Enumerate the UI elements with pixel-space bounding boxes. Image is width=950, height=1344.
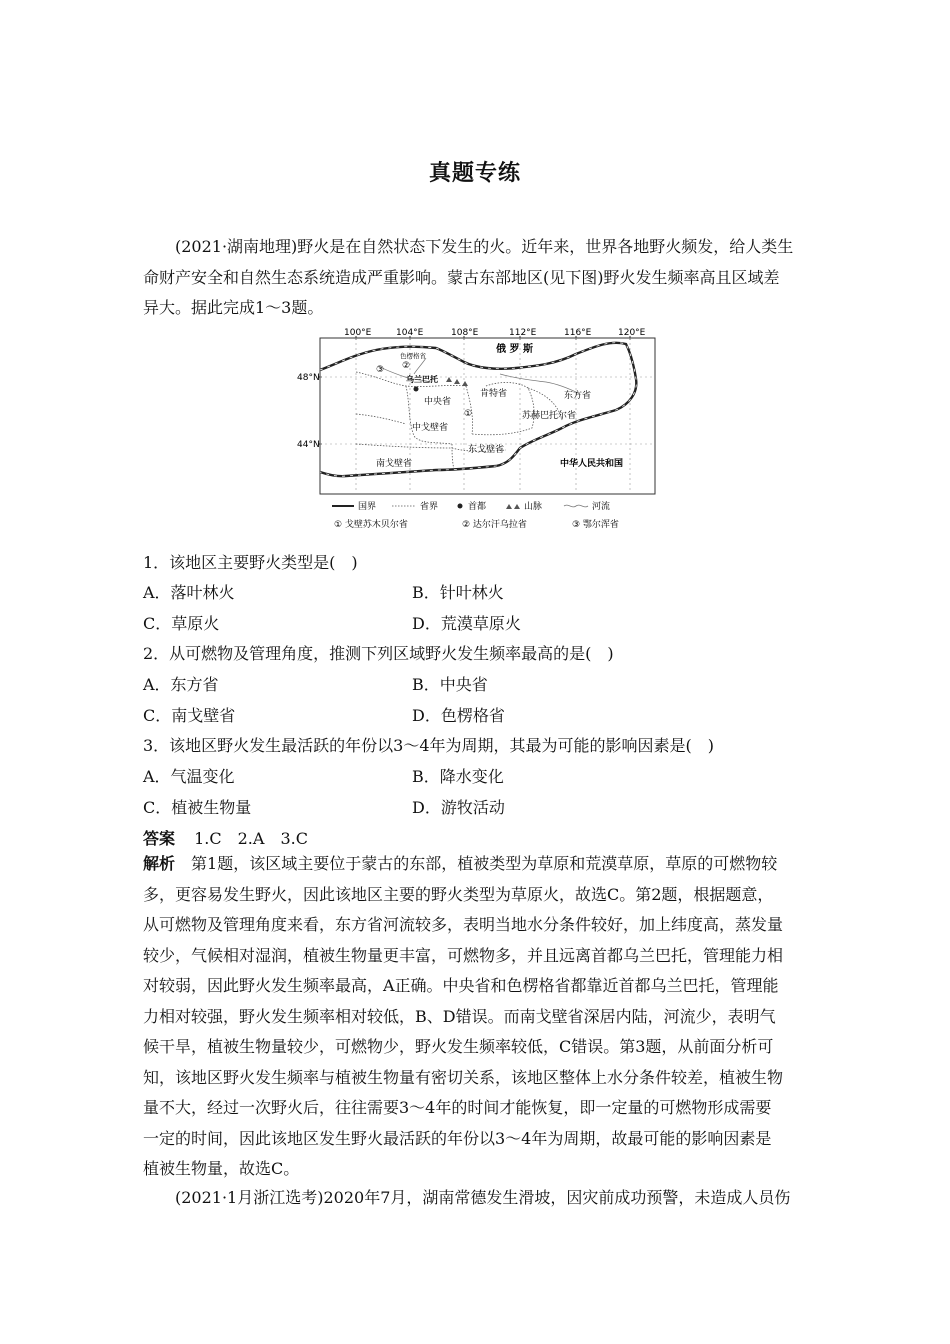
analysis-line: 知，该地区野火发生频率与植被生物量有密切关系，该地区整体上水分条件较差，植被生物 — [143, 1067, 784, 1087]
analysis-paragraph — [143, 849, 811, 1185]
question-2-option-b: B．中央省 — [412, 675, 488, 694]
map-legend — [332, 500, 619, 530]
intro-line: 异大。据此完成1～3题。 — [143, 298, 324, 317]
legend-item: ③ 鄂尔浑省 — [572, 520, 619, 530]
analysis-line: 量不大，经过一次野火后，往往需要3～4年的时间才能恢复，即一定量的可燃物形成需要 — [143, 1098, 772, 1117]
answer-text: 1.C 2.A 3.C — [194, 829, 308, 848]
question-1-option-b: B．针叶林火 — [412, 583, 504, 602]
label-sukhbaatar: 苏赫巴托尔省 — [522, 411, 577, 421]
legend-river-swatch — [564, 505, 588, 507]
lon-label: 100°E — [344, 328, 372, 338]
legend-item: 国界 — [358, 502, 377, 512]
question-1-option-a: A．落叶林火 — [143, 583, 235, 602]
analysis-line: 较少，气候相对湿润，植被生物量更丰富，可燃物多，并且远离首都乌兰巴托，管理能力相 — [143, 945, 784, 965]
lon-label: 104°E — [396, 328, 424, 338]
question-2-stem: 2．从可燃物及管理角度，推测下列区域野火发生频率最高的是( ) — [143, 644, 614, 663]
legend-item: 省界 — [420, 502, 439, 512]
question-2-option-d: D．色楞格省 — [412, 706, 505, 725]
intro-paragraph — [143, 232, 811, 324]
lon-label: 108°E — [451, 328, 479, 338]
answer-label: 答案 — [143, 829, 176, 848]
analysis-line: 植被生物量，故选C。 — [143, 1159, 300, 1178]
capital-marker — [414, 387, 419, 392]
question-1-stem: 1．该地区主要野火类型是( ) — [143, 553, 358, 572]
question-2-option-a: A．东方省 — [143, 675, 219, 694]
label-mark-1: ① — [464, 409, 473, 419]
question-1-option-c: C．草原火 — [143, 614, 220, 633]
legend-item: 首都 — [468, 502, 487, 512]
intro-line: (2021·湖南地理)野火是在自然状态下发生的火。近年来，世界各地野火频发，给人类生 — [175, 237, 794, 256]
lat-label: 48°N — [297, 373, 320, 383]
question-3-option-b: B．降水变化 — [412, 767, 504, 786]
map-svg — [296, 324, 666, 536]
intro-line: 命财产安全和自然生态系统造成严重影响。蒙古东部地区(见下图)野火发生频率高且区域差 — [143, 267, 780, 287]
question-2-option-c: C．南戈壁省 — [143, 706, 236, 725]
page-title: 真题专练 — [428, 161, 521, 186]
label-mark-3: ③ — [376, 365, 385, 375]
answer-line — [143, 826, 308, 849]
analysis-line: 对较弱，因此野火发生频率最高，A正确。中央省和色楞格省都靠近首都乌兰巴托，管理能 — [143, 976, 779, 995]
question-3-option-d: D．游牧活动 — [412, 798, 505, 817]
next-intro-line: (2021·1月浙江选考)2020年7月，湖南常德发生滑坡，因灾前成功预警，未造成人员伤 — [175, 1188, 791, 1207]
legend-item: ① 戈壁苏木贝尔省 — [334, 520, 408, 530]
label-russia: 俄 罗 斯 — [496, 344, 533, 355]
mongolia-map-figure — [296, 324, 666, 536]
analysis-line: 第1题，该区域主要位于蒙古的东部，植被类型为草原和荒漠草原，草原的可燃物较 — [191, 854, 778, 873]
legend-item: 河流 — [592, 502, 611, 512]
analysis-line: 一定的时间，因此该地区发生野火最活跃的年份以3～4年为周期，故最可能的影响因素是 — [143, 1128, 772, 1148]
question-3-option-a: A．气温变化 — [143, 767, 235, 786]
next-intro-paragraph — [143, 1183, 811, 1214]
analysis-line: 多，更容易发生野火，因此该地区主要的野火类型为草原火，故选C。第2题，根据题意， — [143, 884, 774, 904]
analysis-line: 候干旱，植被生物量较少，可燃物少，野火发生频率较低，C错误。第3题，从前面分析可 — [143, 1037, 774, 1056]
legend-item: ② 达尔汗乌拉省 — [462, 520, 527, 530]
lon-label: 112°E — [509, 328, 537, 338]
question-3-option-c: C．植被生物量 — [143, 798, 252, 817]
question-1-option-d: D．荒漠草原火 — [412, 614, 521, 633]
label-east-gobi: 东戈壁省 — [468, 445, 505, 455]
legend-mountain-swatch — [506, 504, 520, 509]
lat-label: 44°N — [297, 440, 320, 450]
analysis-line: 力相对较强，野火发生频率相对较低，B、D错误。而南戈壁省深居内陆，河流少，表明气 — [143, 1006, 776, 1026]
legend-capital-swatch — [458, 504, 463, 509]
analysis-line: 从可燃物及管理角度来看，东方省河流较多，表明当地水分条件较好，加上纬度高，蒸发量 — [143, 915, 784, 934]
label-middle-gobi: 中戈壁省 — [412, 423, 449, 433]
label-ulaanbaatar: 乌兰巴托 — [406, 375, 438, 384]
label-selenge: 色楞格省 — [400, 352, 426, 360]
question-3-stem: 3．该地区野火发生最活跃的年份以3～4年为周期，其最为可能的影响因素是( ) — [143, 736, 715, 755]
lon-label: 120°E — [618, 328, 646, 338]
label-central: 中央省 — [424, 397, 452, 407]
analysis-first-line — [143, 849, 811, 880]
legend-item: 山脉 — [524, 502, 543, 512]
map-frame — [320, 338, 655, 494]
label-dornod: 东方省 — [564, 391, 592, 401]
label-khentii: 肯特省 — [480, 389, 508, 399]
lon-label: 116°E — [564, 328, 592, 338]
label-china: 中华人民共和国 — [560, 459, 624, 469]
label-south-gobi: 南戈壁省 — [376, 459, 413, 469]
analysis-label: 解析 — [143, 854, 176, 873]
label-mark-2: ② — [402, 361, 411, 371]
